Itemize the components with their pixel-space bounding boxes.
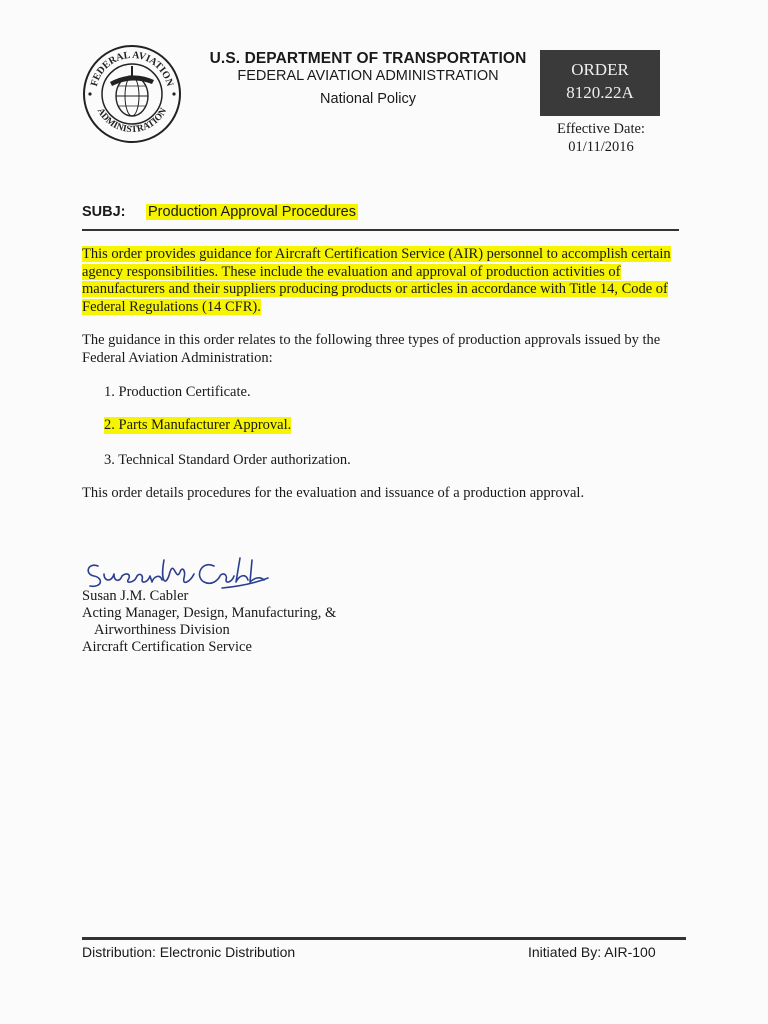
svg-text:FEDERAL AVIATION: FEDERAL AVIATION (88, 49, 176, 88)
footer-initiated-by: Initiated By: AIR-100 (528, 944, 656, 960)
order-label: ORDER (571, 60, 629, 79)
signatory-title-line-1: Acting Manager, Design, Manufacturing, & (82, 605, 337, 621)
svg-text:ADMINISTRATION: ADMINISTRATION (94, 106, 170, 136)
policy-label: National Policy (320, 91, 416, 107)
effective-date-label: Effective Date: (557, 121, 645, 137)
list-item: 2. Parts Manufacturer Approval. (104, 417, 292, 433)
list-item: 1. Production Certificate. (104, 384, 251, 400)
administration-name: FEDERAL AVIATION ADMINISTRATION (237, 68, 499, 84)
list-item: 3. Technical Standard Order authorization. (104, 452, 351, 468)
subject-label: SUBJ: (82, 204, 126, 220)
signatory-title-line-3: Aircraft Certification Service (82, 639, 252, 655)
intro-paragraph (82, 246, 682, 316)
footer-divider (82, 937, 686, 940)
signatory-title-line-2: Airworthiness Division (94, 622, 230, 638)
guidance-paragraph: The guidance in this order relates to the following three types of production approvals issued by the Federal Aviation Administration: (82, 332, 661, 366)
order-number: 8120.22A (566, 83, 634, 102)
faa-seal-logo (82, 44, 182, 144)
signatory-name: Susan J.M. Cabler (82, 588, 189, 604)
footer-distribution: Distribution: Electronic Distribution (82, 944, 296, 960)
effective-date-value: 01/11/2016 (568, 139, 634, 155)
details-paragraph: This order details procedures for the evaluation and issuance of a production approval. (82, 485, 585, 501)
department-name: U.S. DEPARTMENT OF TRANSPORTATION (209, 50, 527, 67)
order-number-box (540, 50, 660, 116)
intro-text: This order provides guidance for Aircraft Certification Service (AIR) personnel to accomplish certain agency responsibilities. These include the evaluation and approval of production activities of manufacturers and their suppliers producing products or articles in accordance with Title 14, Code of Federal Regulations (14 CFR). (82, 246, 671, 315)
subject-divider (82, 229, 679, 231)
subject-title: Production Approval Procedures (148, 204, 356, 220)
